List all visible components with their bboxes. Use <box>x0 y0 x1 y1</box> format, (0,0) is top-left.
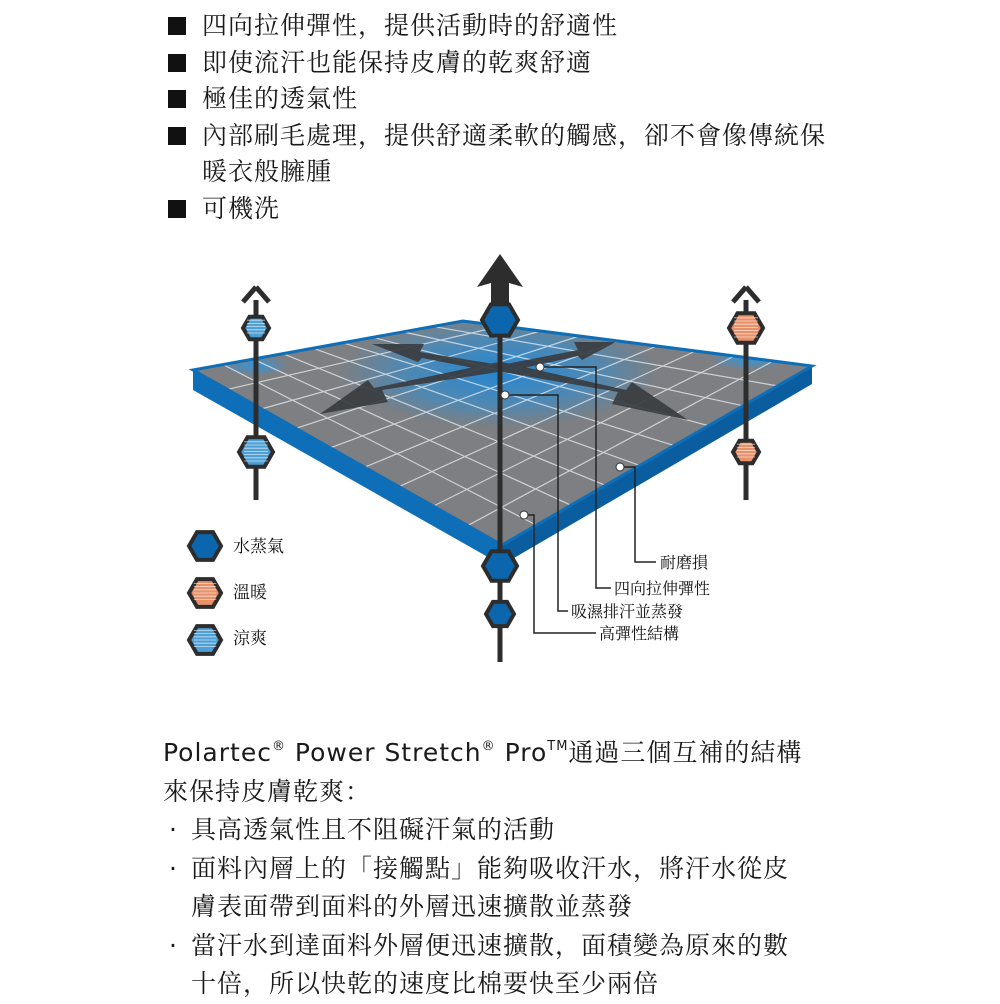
bullet-dot: · <box>169 853 178 883</box>
feature-text: 極佳的透氣性 <box>202 84 359 113</box>
desc-point-continued <box>163 965 883 1004</box>
legend-label-warm: 溫暖 <box>233 583 267 603</box>
desc-point <box>163 811 883 850</box>
warm-hex-icon <box>733 441 759 464</box>
feature-text: 內部刷毛處理，提供舒適柔軟的觸感，卻不會像傳統保暖衣般臃腫 <box>202 120 827 186</box>
callout-dot <box>536 363 544 371</box>
intro-line-2: 來保持皮膚乾爽： <box>163 776 372 806</box>
vapor-hex-icon <box>189 532 221 560</box>
intro-text: 通過三個互補的結構 <box>568 738 803 767</box>
point-text: 面料內層上的「接觸點」能夠吸收汗水，將汗水從皮 <box>191 853 790 883</box>
callout-dot <box>520 511 528 519</box>
vapor-hex-icon <box>482 304 518 335</box>
description <box>163 728 883 1004</box>
point-text: 具高透氣性且不阻礙汗氣的活動 <box>191 815 556 844</box>
arrow-up-right-icon <box>733 287 759 302</box>
desc-point-continued <box>163 888 883 927</box>
feature-text: 即使流汗也能保持皮膚的乾爽舒適 <box>202 47 593 77</box>
point-text: 十倍，所以快乾的速度比棉要快至少兩倍 <box>191 969 660 998</box>
point-text: 當汗水到達面料外層便迅速擴散，面積變為原來的數 <box>191 930 790 960</box>
callout-wicking: 吸濕排汗並蒸發 <box>571 602 684 621</box>
product-name: Power Stretch <box>294 738 482 767</box>
legend-label-vapor: 水蒸氣 <box>233 537 284 557</box>
intro-line-1 <box>163 728 883 773</box>
cool-hex-icon <box>243 317 269 340</box>
cool-hex-icon <box>239 437 273 466</box>
vapor-hex-icon <box>483 551 517 580</box>
legend-label-cool: 涼爽 <box>233 629 267 649</box>
point-text: 膚表面帶到面料的外層迅速擴散並蒸發 <box>191 892 634 921</box>
registered-mark: ® <box>271 739 286 754</box>
warm-hex-icon <box>189 579 221 607</box>
callout-dot <box>501 391 509 399</box>
desc-point <box>163 850 883 889</box>
callout-dot <box>616 463 624 471</box>
cool-hex-icon <box>189 626 221 654</box>
callout-abrasion: 耐磨損 <box>660 553 709 572</box>
feature-text: 四向拉伸彈性，提供活動時的舒適性 <box>202 11 619 40</box>
trademark-mark: TM <box>547 739 569 754</box>
legend <box>189 532 221 654</box>
vapor-hex-icon <box>486 602 514 626</box>
bullet-dot: · <box>169 815 178 844</box>
bullet-dot: · <box>169 930 178 960</box>
brand-name: Polartec <box>163 738 272 767</box>
registered-mark: ® <box>481 739 496 754</box>
callout-structure: 高彈性結構 <box>599 624 680 643</box>
model-name: Pro <box>504 738 548 767</box>
warm-hex-icon <box>729 313 763 342</box>
arrow-up-center-icon <box>477 254 523 310</box>
feature-text: 可機洗 <box>202 193 281 223</box>
callout-stretch: 四向拉伸彈性 <box>614 579 711 598</box>
desc-point <box>163 927 883 966</box>
arrow-up-left-icon <box>243 287 269 302</box>
